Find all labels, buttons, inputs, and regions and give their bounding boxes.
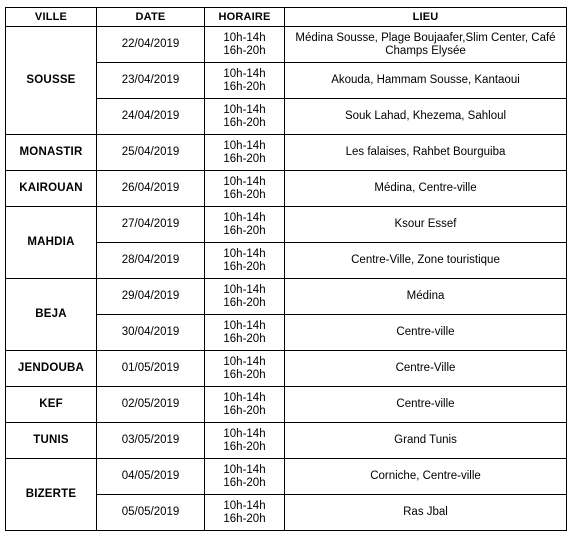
table-row [6,459,567,495]
horaire-cell [205,135,285,171]
horaire-cell [205,243,285,279]
horaire-slot: 10h-14h [223,283,266,296]
schedule-sheet [5,7,567,531]
horaire-slot: 10h-14h [223,319,266,332]
date-cell: 23/04/2019 [97,63,205,99]
date-cell: 27/04/2019 [97,207,205,243]
horaire-slot: 16h-20h [223,404,266,417]
header-lieu: LIEU [285,8,567,27]
horaire-slot: 16h-20h [223,224,266,237]
lieu-cell: Centre-ville [285,315,567,351]
lieu-cell: Médina [285,279,567,315]
table-row [6,171,567,207]
lieu-cell: Ras Jbal [285,495,567,531]
table-body [6,27,567,531]
table-row [6,27,567,63]
horaire-cell [205,351,285,387]
horaire-slot: 16h-20h [223,260,266,273]
horaire-slot: 10h-14h [223,463,266,476]
ville-cell: BIZERTE [6,459,97,531]
ville-cell: MONASTIR [6,135,97,171]
horaire-slot: 16h-20h [223,188,266,201]
horaire-slot: 10h-14h [223,175,266,188]
header-row [6,8,567,27]
lieu-cell: Centre-Ville [285,351,567,387]
lieu-cell: Souk Lahad, Khezema, Sahloul [285,99,567,135]
lieu-cell: Grand Tunis [285,423,567,459]
horaire-cell [205,459,285,495]
ville-cell: KAIROUAN [6,171,97,207]
table-row [6,423,567,459]
horaire-slot: 16h-20h [223,368,266,381]
date-cell: 28/04/2019 [97,243,205,279]
horaire-cell [205,387,285,423]
horaire-slot: 16h-20h [223,512,266,525]
date-cell: 30/04/2019 [97,315,205,351]
horaire-cell [205,63,285,99]
horaire-slot: 10h-14h [223,247,266,260]
horaire-slot: 16h-20h [223,332,266,345]
date-cell: 05/05/2019 [97,495,205,531]
table-row [6,387,567,423]
header-ville: VILLE [6,8,97,27]
horaire-slot: 10h-14h [223,67,266,80]
lieu-cell: Corniche, Centre-ville [285,459,567,495]
horaire-slot: 10h-14h [223,499,266,512]
lieu-cell: Akouda, Hammam Sousse, Kantaoui [285,63,567,99]
lieu-cell: Centre-ville [285,387,567,423]
date-cell: 03/05/2019 [97,423,205,459]
table-row [6,351,567,387]
lieu-cell: Centre-Ville, Zone touristique [285,243,567,279]
date-cell: 04/05/2019 [97,459,205,495]
date-cell: 02/05/2019 [97,387,205,423]
schedule-table [5,7,567,531]
horaire-cell [205,171,285,207]
date-cell: 24/04/2019 [97,99,205,135]
ville-cell: TUNIS [6,423,97,459]
horaire-slot: 16h-20h [223,296,266,309]
ville-cell: MAHDIA [6,207,97,279]
ville-cell: JENDOUBA [6,351,97,387]
date-cell: 29/04/2019 [97,279,205,315]
lieu-cell: Ksour Essef [285,207,567,243]
table-row [6,279,567,315]
header-date: DATE [97,8,205,27]
lieu-cell: Médina, Centre-ville [285,171,567,207]
ville-cell: BEJA [6,279,97,351]
header-horaire: HORAIRE [205,8,285,27]
horaire-slot: 16h-20h [223,44,266,57]
horaire-slot: 16h-20h [223,476,266,489]
horaire-slot: 10h-14h [223,355,266,368]
horaire-cell [205,423,285,459]
horaire-cell [205,315,285,351]
date-cell: 25/04/2019 [97,135,205,171]
horaire-slot: 10h-14h [223,103,266,116]
horaire-cell [205,495,285,531]
date-cell: 22/04/2019 [97,27,205,63]
horaire-cell [205,207,285,243]
lieu-cell: Les falaises, Rahbet Bourguiba [285,135,567,171]
horaire-slot: 10h-14h [223,427,266,440]
horaire-slot: 16h-20h [223,440,266,453]
horaire-slot: 10h-14h [223,139,266,152]
horaire-cell [205,279,285,315]
horaire-slot: 10h-14h [223,211,266,224]
table-row [6,135,567,171]
date-cell: 26/04/2019 [97,171,205,207]
lieu-cell: Médina Sousse, Plage Boujaafer,Slim Center, Café Champs Elysée [285,27,567,63]
horaire-slot: 16h-20h [223,152,266,165]
horaire-cell [205,27,285,63]
horaire-slot: 10h-14h [223,31,266,44]
table-header [6,8,567,27]
date-cell: 01/05/2019 [97,351,205,387]
horaire-slot: 16h-20h [223,116,266,129]
horaire-slot: 16h-20h [223,80,266,93]
ville-cell: SOUSSE [6,27,97,135]
horaire-cell [205,99,285,135]
horaire-slot: 10h-14h [223,391,266,404]
table-row [6,207,567,243]
ville-cell: KEF [6,387,97,423]
